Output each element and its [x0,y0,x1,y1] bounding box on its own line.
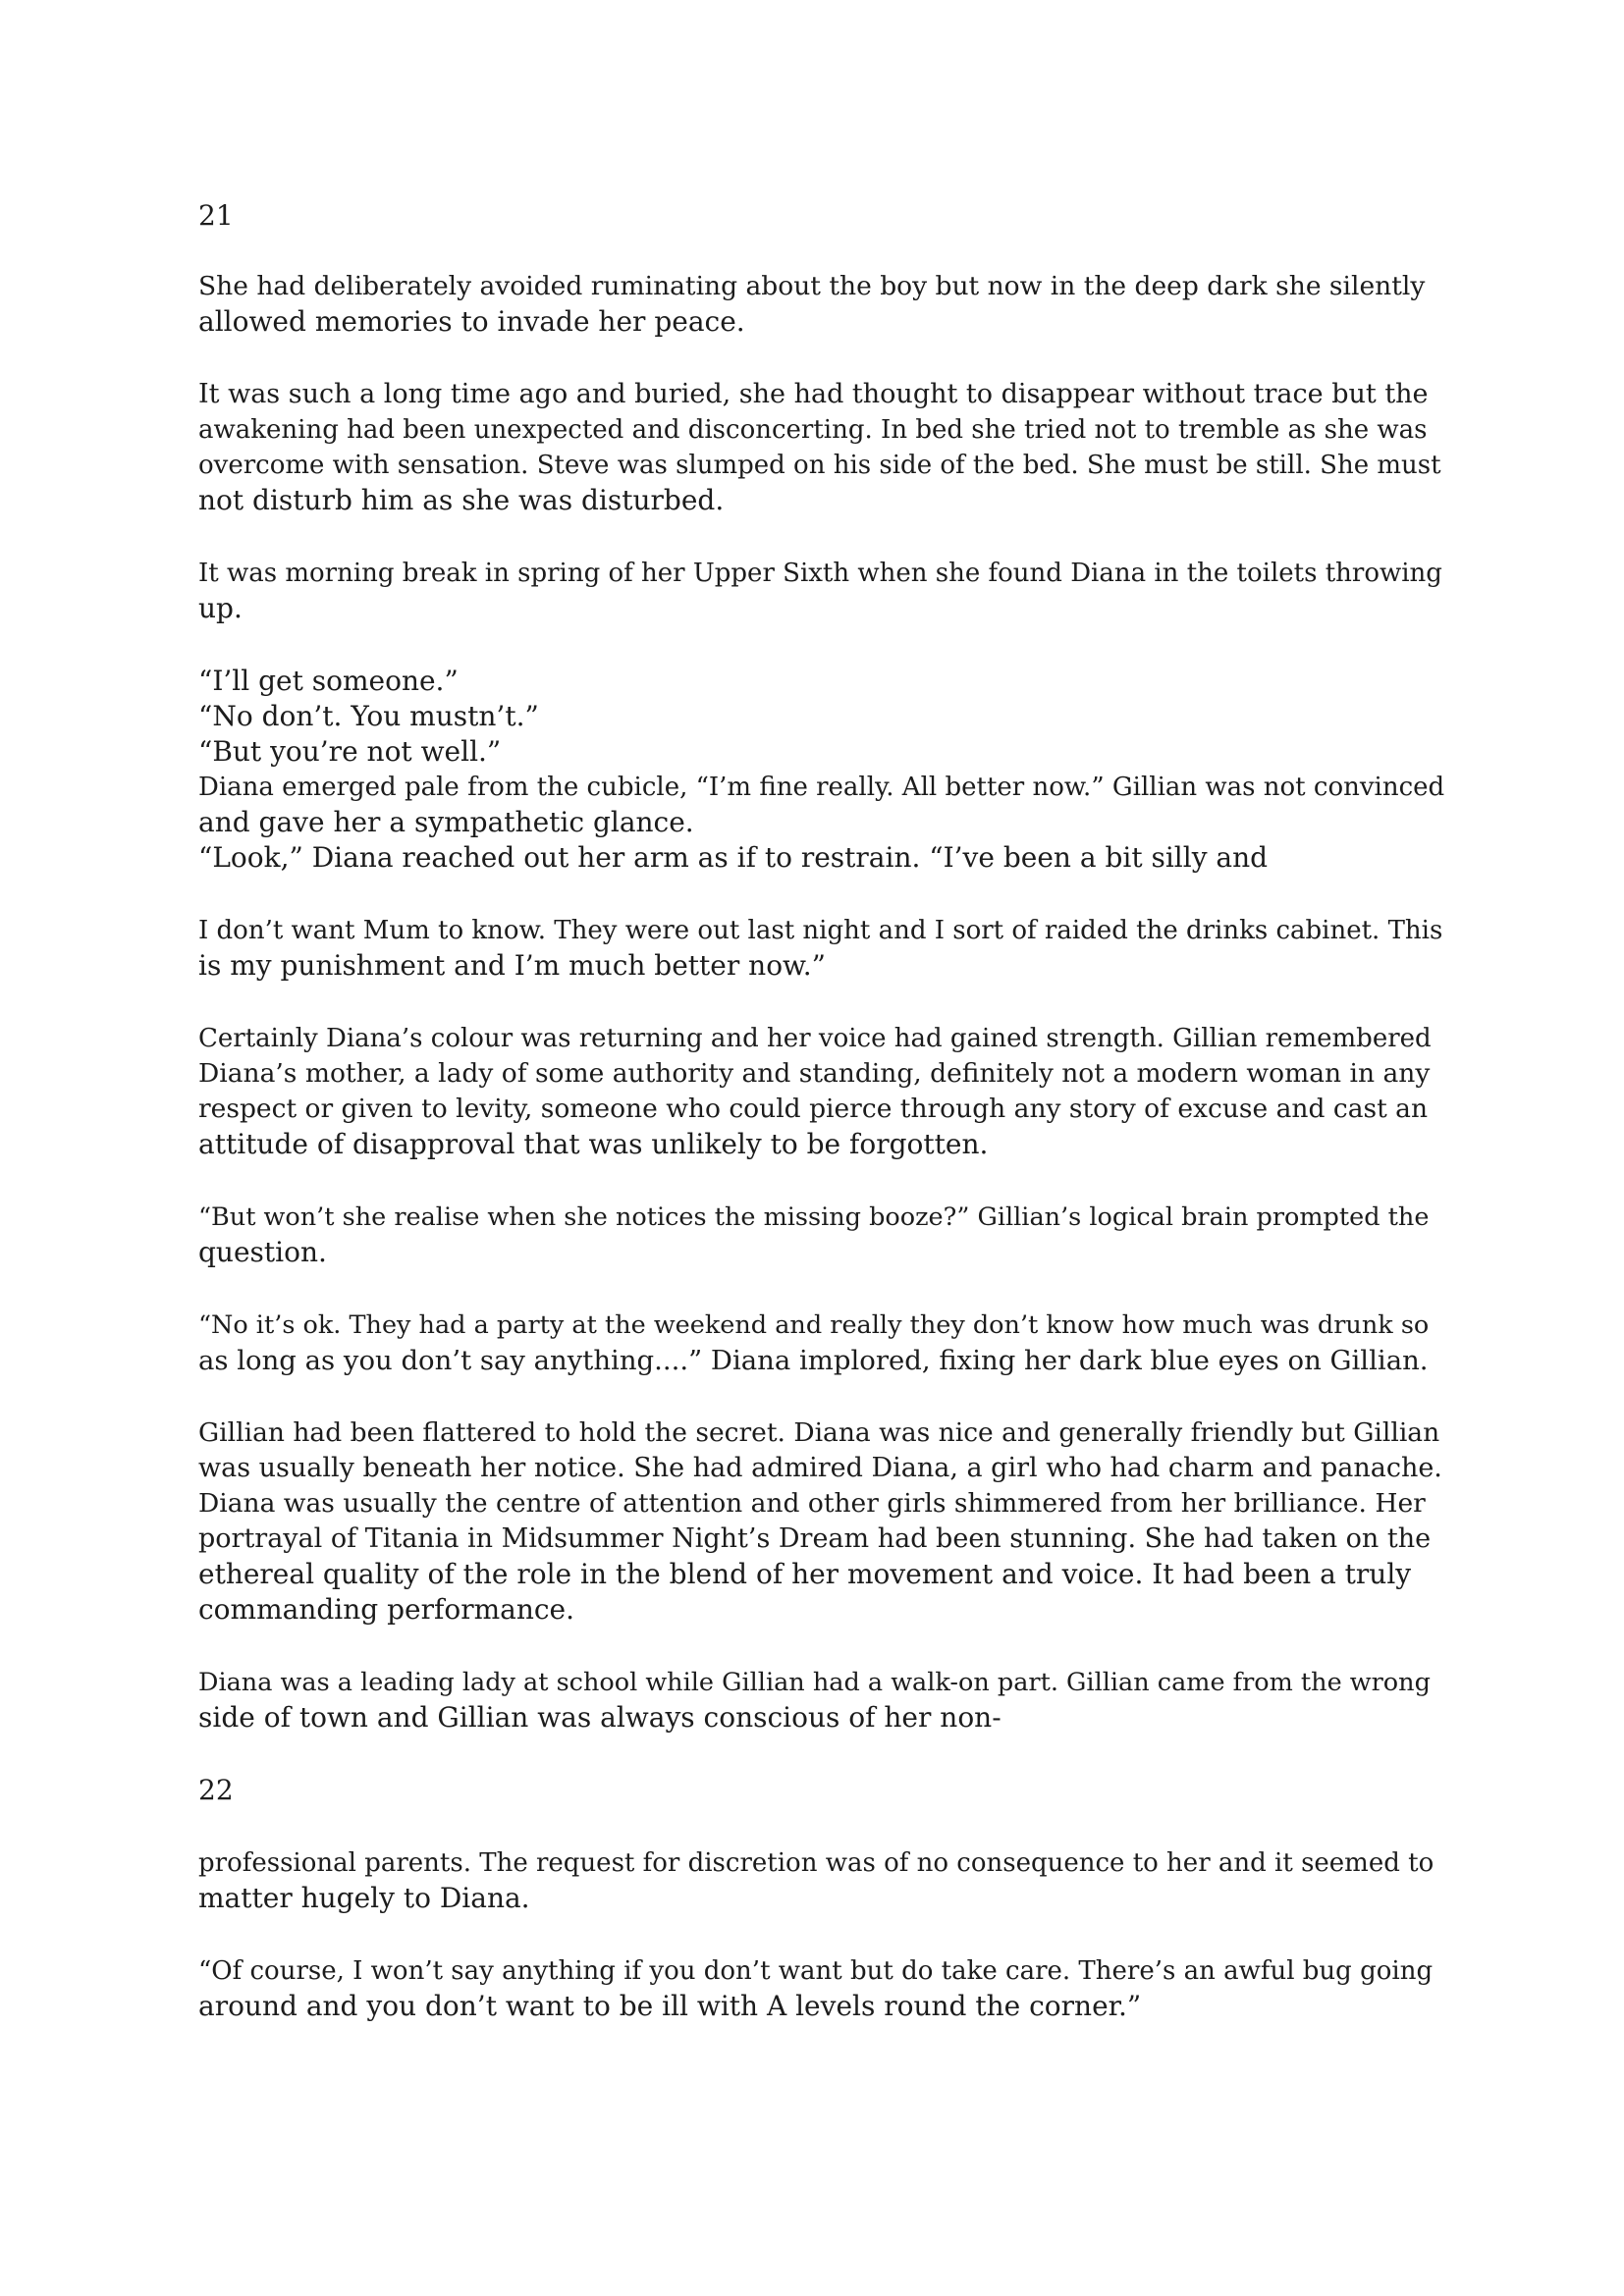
text-line: was usually beneath her notice. She had admired Diana, a girl who had charm and panache. [198,1453,1442,1483]
text-line: ethereal quality of the role in the blend of her movement and voice. It had been a truly [198,1558,1412,1590]
text-line: respect or given to levity, someone who could pierce through any story of excuse and cast an [198,1094,1429,1124]
text-line: up. [198,592,243,624]
text-line: “No it’s ok. They had a party at the weekend and really they don’t know how much was drunk so [198,1310,1430,1340]
text-line: side of town and Gillian was always conscious of her non- [198,1701,1001,1734]
text-line: Certainly Diana’s colour was returning and her voice had gained strength. Gillian remembered [198,1024,1432,1053]
text-line: She had deliberately avoided ruminating about the boy but now in the deep dark she silently [198,271,1426,301]
text-line: question. [198,1236,327,1268]
text-line: “Of course, I won’t say anything if you don’t want but do take care. There’s an awful bug going [198,1956,1434,1986]
text-line: “Look,” Diana reached out her arm as if to restrain. “I’ve been a bit silly and [198,841,1269,874]
text-line: as long as you don’t say anything....” Diana implored, fixing her dark blue eyes on Gillian. [198,1345,1429,1376]
text-line: attitude of disapproval that was unlikely to be forgotten. [198,1128,989,1160]
text-line: Gillian had been flattered to hold the secret. Diana was nice and generally friendly but Gillian [198,1417,1440,1448]
text-line: professional parents. The request for discretion was of no consequence to her and it seemed to [198,1848,1435,1878]
text-line: “I’ll get someone.” [198,665,459,697]
text-line: Diana emerged pale from the cubicle, “I’m fine really. All better now.” Gillian was not convinced [198,773,1445,802]
page-number: 22 [198,1774,234,1806]
text-line: Diana was a leading lady at school while Gillian had a walk-on part. Gillian came from the wrong [198,1668,1431,1697]
text-line: allowed memories to invade her peace. [198,305,745,338]
text-line: is my punishment and I’m much better now.” [198,949,826,982]
text-line: awakening had been unexpected and disconcerting. In bed she tried not to tremble as she was [198,415,1428,445]
text-line: around and you don’t want to be ill with A levels round the corner.” [198,1990,1142,2022]
text-line: “No don’t. You mustn’t.” [198,700,539,732]
page-number: 21 [198,199,234,232]
text-line: matter hugely to Diana. [198,1882,530,1914]
text-line: It was such a long time ago and buried, she had thought to disappear without trace but the [198,379,1429,409]
text-line: portrayal of Titania in Midsummer Night’s Dream had been stunning. She had taken on the [198,1523,1432,1554]
text-line: not disturb him as she was disturbed. [198,484,725,516]
text-line: commanding performance. [198,1593,575,1626]
text-line: Diana was usually the centre of attention and other girls shimmered from her brilliance. Her [198,1488,1426,1519]
text-line: I don’t want Mum to know. They were out last night and I sort of raided the drinks cabinet. This [198,916,1443,945]
text-line: It was morning break in spring of her Upper Sixth when she found Diana in the toilets throwing [198,559,1442,588]
text-line: and gave her a sympathetic glance. [198,806,694,838]
text-line: “But won’t she realise when she notices the missing booze?” Gillian’s logical brain prompted the [198,1202,1430,1232]
text-line: overcome with sensation. Steve was slumped on his side of the bed. She must be still. She must [198,451,1441,480]
text-line: Diana’s mother, a lady of some authority and standing, definitely not a modern woman in any [198,1058,1431,1089]
text-line: “But you’re not well.” [198,735,502,768]
